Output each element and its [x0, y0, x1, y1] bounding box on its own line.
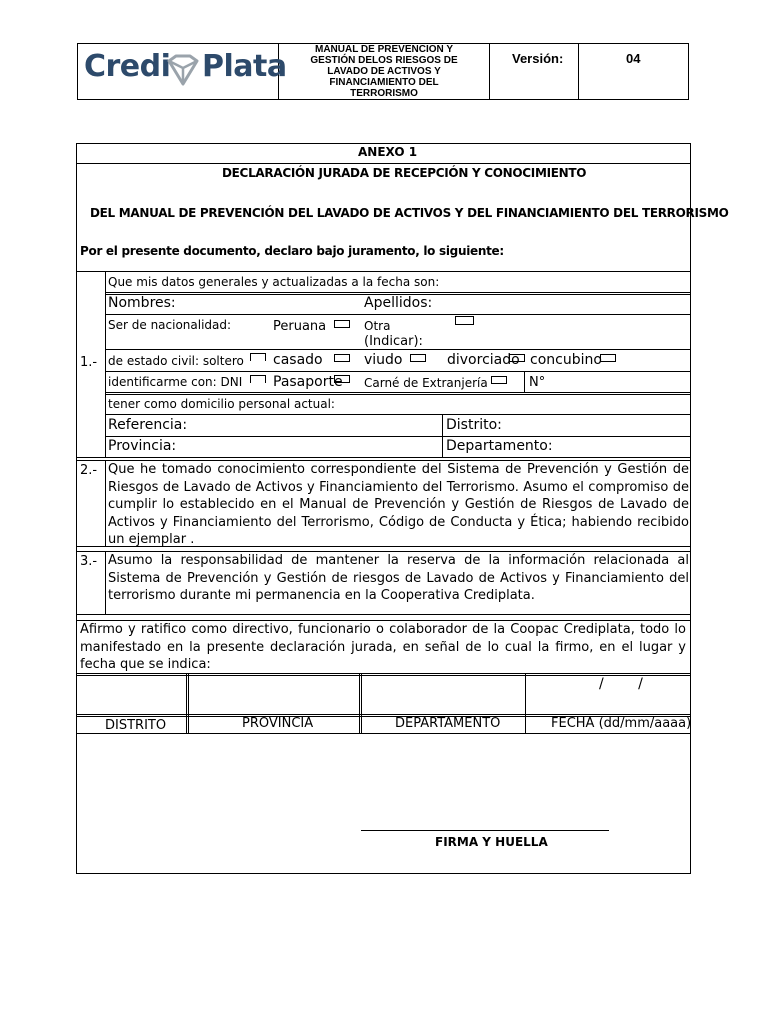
section-3-text: Asumo la responsabilidad de mantener la reserva de la información relacionada al Sistema de Prevención y Gestión de riesgos de Lavado de Activos y Financiamiento del terrorismo durante mi permanencia en la Cooperativa Crediplata.	[108, 553, 689, 603]
option-divorciado: divorciado	[447, 352, 520, 368]
checkbox-concubino[interactable]	[600, 354, 616, 362]
departamento-label: Departamento:	[446, 438, 553, 454]
option-peruana: Peruana	[273, 319, 327, 334]
cell-divider	[524, 371, 525, 392]
section-2-number: 2.-	[80, 463, 98, 478]
checkbox-soltero[interactable]	[250, 353, 266, 361]
row-divider	[76, 546, 691, 547]
row-divider	[76, 457, 691, 458]
distrito-caption: DISTRITO	[105, 718, 167, 733]
option-pasaporte: Pasaporte	[273, 374, 343, 390]
number-column-divider	[105, 271, 106, 457]
declaration-title: DECLARACIÓN JURADA DE RECEPCIÓN Y CONOCIMIENTO	[222, 166, 587, 180]
row-divider	[76, 733, 691, 734]
annex-title: ANEXO 1	[358, 145, 418, 159]
checkbox-carne[interactable]	[491, 376, 507, 384]
distrito-label: Distrito:	[446, 417, 502, 433]
address-label: tener como domicilio personal actual:	[108, 397, 335, 411]
provincia-label: Provincia:	[108, 438, 177, 454]
section-2-text: Que he tomado conocimiento correspondiente del Sistema de Prevención y Gestión de Riesgos de Lavado de Activos y Financiamiento del Terrorismo. Asumo el compromiso de cumplir lo establecido en el Manual de Prevención y Gestión de Riesgos de Lavado de Activos y Financiamiento del Terrorismo, Código de Conducta y Ética; habiendo recibido un ejemplar .	[108, 462, 689, 547]
row-divider	[105, 314, 691, 315]
checkbox-dni[interactable]	[250, 375, 266, 383]
header-divider	[489, 43, 490, 100]
distrito-input-cell[interactable]	[78, 677, 185, 713]
gem-icon	[166, 54, 200, 86]
cell-divider	[525, 673, 526, 734]
intro-text: Por el presente documento, declaro bajo juramento, lo siguiente:	[80, 244, 504, 258]
date-separators: / /	[599, 676, 643, 692]
row-divider	[76, 163, 691, 164]
checkbox-otra[interactable]	[455, 316, 474, 325]
apellidos-label: Apellidos:	[364, 295, 433, 311]
section-1-heading: Que mis datos generales y actualizadas a la fecha son:	[108, 275, 440, 289]
cell-divider	[186, 673, 187, 734]
document-number-label: N°	[529, 375, 546, 390]
row-divider	[76, 673, 691, 674]
logo-text-credi: Credi	[84, 49, 171, 84]
row-divider	[76, 714, 691, 715]
option-otra: Otra	[364, 319, 391, 333]
section-3-number: 3.-	[80, 554, 98, 569]
number-column-divider	[105, 460, 106, 546]
signature-area[interactable]	[361, 760, 609, 830]
nombres-label: Nombres:	[108, 295, 176, 311]
affirmation-text: Afirmo y ratifico como directivo, funcionario o colaborador de la Coopac Crediplata, todo lo manifestado en la presente declaración jurada, en señal de lo cual la firmo, en el lugar y fecha que se indica:	[80, 622, 686, 672]
departamento-caption: DEPARTAMENTO	[395, 716, 501, 731]
option-carne-extranjeria: Carné de Extranjería	[364, 376, 488, 390]
provincia-input-cell[interactable]	[190, 677, 358, 713]
row-divider	[105, 392, 691, 393]
checkbox-divorciado[interactable]	[509, 354, 525, 362]
row-divider	[105, 394, 691, 395]
manual-subtitle: DEL MANUAL DE PREVENCIÓN DEL LAVADO DE ACTIVOS Y DEL FINANCIAMIENTO DEL TERRORISMO	[90, 206, 729, 220]
referencia-label: Referencia:	[108, 417, 188, 433]
fecha-caption: FECHA (dd/mm/aaaa)	[551, 716, 692, 731]
signature-caption: FIRMA Y HUELLA	[435, 835, 548, 849]
row-divider	[105, 414, 691, 415]
row-divider	[105, 436, 691, 437]
option-concubino: concubino	[530, 352, 602, 368]
row-divider	[105, 349, 691, 350]
cell-divider	[361, 673, 362, 734]
checkbox-casado[interactable]	[334, 354, 350, 362]
id-document-label: identificarme con: DNI	[108, 375, 243, 389]
checkbox-pasaporte[interactable]	[334, 375, 350, 383]
nationality-label: Ser de nacionalidad:	[108, 318, 232, 332]
version-value: 04	[626, 51, 641, 66]
header-divider	[578, 43, 579, 100]
cell-divider	[359, 673, 360, 734]
checkbox-peruana[interactable]	[334, 320, 350, 328]
row-divider	[105, 371, 691, 372]
otra-indicar-hint: (Indicar):	[364, 334, 423, 349]
option-casado: casado	[273, 352, 323, 368]
row-divider	[76, 271, 691, 272]
row-divider	[105, 292, 691, 293]
civil-status-label: de estado civil: soltero	[108, 354, 244, 368]
provincia-caption: PROVINCIA	[242, 716, 314, 731]
option-viudo: viudo	[364, 352, 403, 368]
row-divider	[76, 614, 691, 615]
number-column-divider	[105, 551, 106, 614]
logo-text-plata: Plata	[202, 49, 287, 84]
section-1-number: 1.-	[80, 355, 98, 370]
cell-divider	[188, 673, 189, 734]
checkbox-viudo[interactable]	[410, 354, 426, 362]
version-label: Versión:	[512, 51, 564, 66]
manual-title: MANUAL DE PREVENCION Y GESTIÓN DELOS RIESGOS DE LAVADO DE ACTIVOS Y FINANCIAMIENTO DEL TERRORISMO	[310, 44, 458, 99]
signature-line	[361, 830, 609, 831]
departamento-input-cell[interactable]	[363, 677, 524, 713]
